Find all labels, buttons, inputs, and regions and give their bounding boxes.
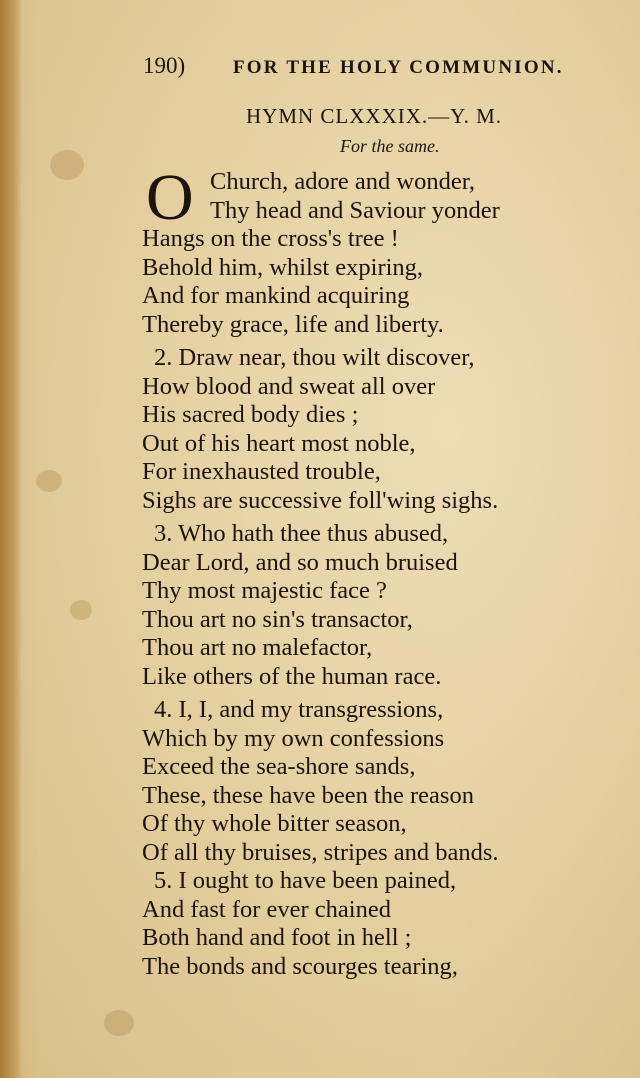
hymn-line: Of all thy bruises, stripes and bands. xyxy=(142,838,499,866)
paper-stain xyxy=(70,600,92,620)
hymn-line: Thy head and Saviour yonder xyxy=(210,196,500,224)
hymn-line: 4. I, I, and my transgressions, xyxy=(154,696,444,723)
drop-cap: O xyxy=(146,161,194,234)
hymn-line: Church, adore and wonder, xyxy=(210,168,476,195)
hymn-line: Like others of the human race. xyxy=(142,662,442,690)
paper-stain xyxy=(104,1010,134,1036)
hymn-line: And for mankind acquiring xyxy=(142,282,410,309)
hymn-line: Which by my own confessions xyxy=(142,724,445,752)
paper-stain xyxy=(36,470,62,492)
hymn-line: Thou art no sin's transactor, xyxy=(142,605,413,633)
hymn-line: Thy most majestic face ? xyxy=(142,577,387,604)
page-gutter-shadow xyxy=(0,0,22,1078)
running-title: FOR THE HOLY COMMUNION. xyxy=(233,57,564,78)
page-header xyxy=(143,50,598,82)
hymn-line: For inexhausted trouble, xyxy=(142,458,381,485)
hymn-line: How blood and sweat all over xyxy=(142,372,436,400)
hymn-line: Both hand and foot in hell ; xyxy=(142,924,412,951)
hymn-line: Exceed the sea-shore sands, xyxy=(142,753,416,780)
hymn-line: Dear Lord, and so much bruised xyxy=(142,548,458,576)
paper-stain xyxy=(50,150,84,180)
hymn-line: Of thy whole bitter season, xyxy=(142,810,407,837)
page-number: 190) xyxy=(143,53,186,78)
hymn-line: Behold him, whilst expiring, xyxy=(142,253,424,281)
hymn-text xyxy=(142,161,612,981)
hymn-line: 3. Who hath thee thus abused, xyxy=(154,520,449,547)
hymn-line: Thou art no malefactor, xyxy=(142,634,373,661)
hymn-line: Thereby grace, life and liberty. xyxy=(142,310,444,338)
hymn-line: The bonds and scourges tearing, xyxy=(142,952,458,980)
hymn-line: His sacred body dies ; xyxy=(142,401,359,428)
hymn-title: HYMN CLXXXIX.—Y. M. xyxy=(246,104,503,128)
hymn-line: 5. I ought to have been pained, xyxy=(154,867,457,894)
hymn-line: Hangs on the cross's tree ! xyxy=(142,225,399,252)
hymn-line: Out of his heart most noble, xyxy=(142,429,416,457)
hymn-line: And fast for ever chained xyxy=(142,895,391,923)
hymn-line: These, these have been the reason xyxy=(142,781,474,809)
hymn-line: 2. Draw near, thou wilt discover, xyxy=(154,344,475,371)
hymn-line: Sighs are successive foll'wing sighs. xyxy=(142,486,499,514)
hymn-subtitle: For the same. xyxy=(340,136,440,156)
